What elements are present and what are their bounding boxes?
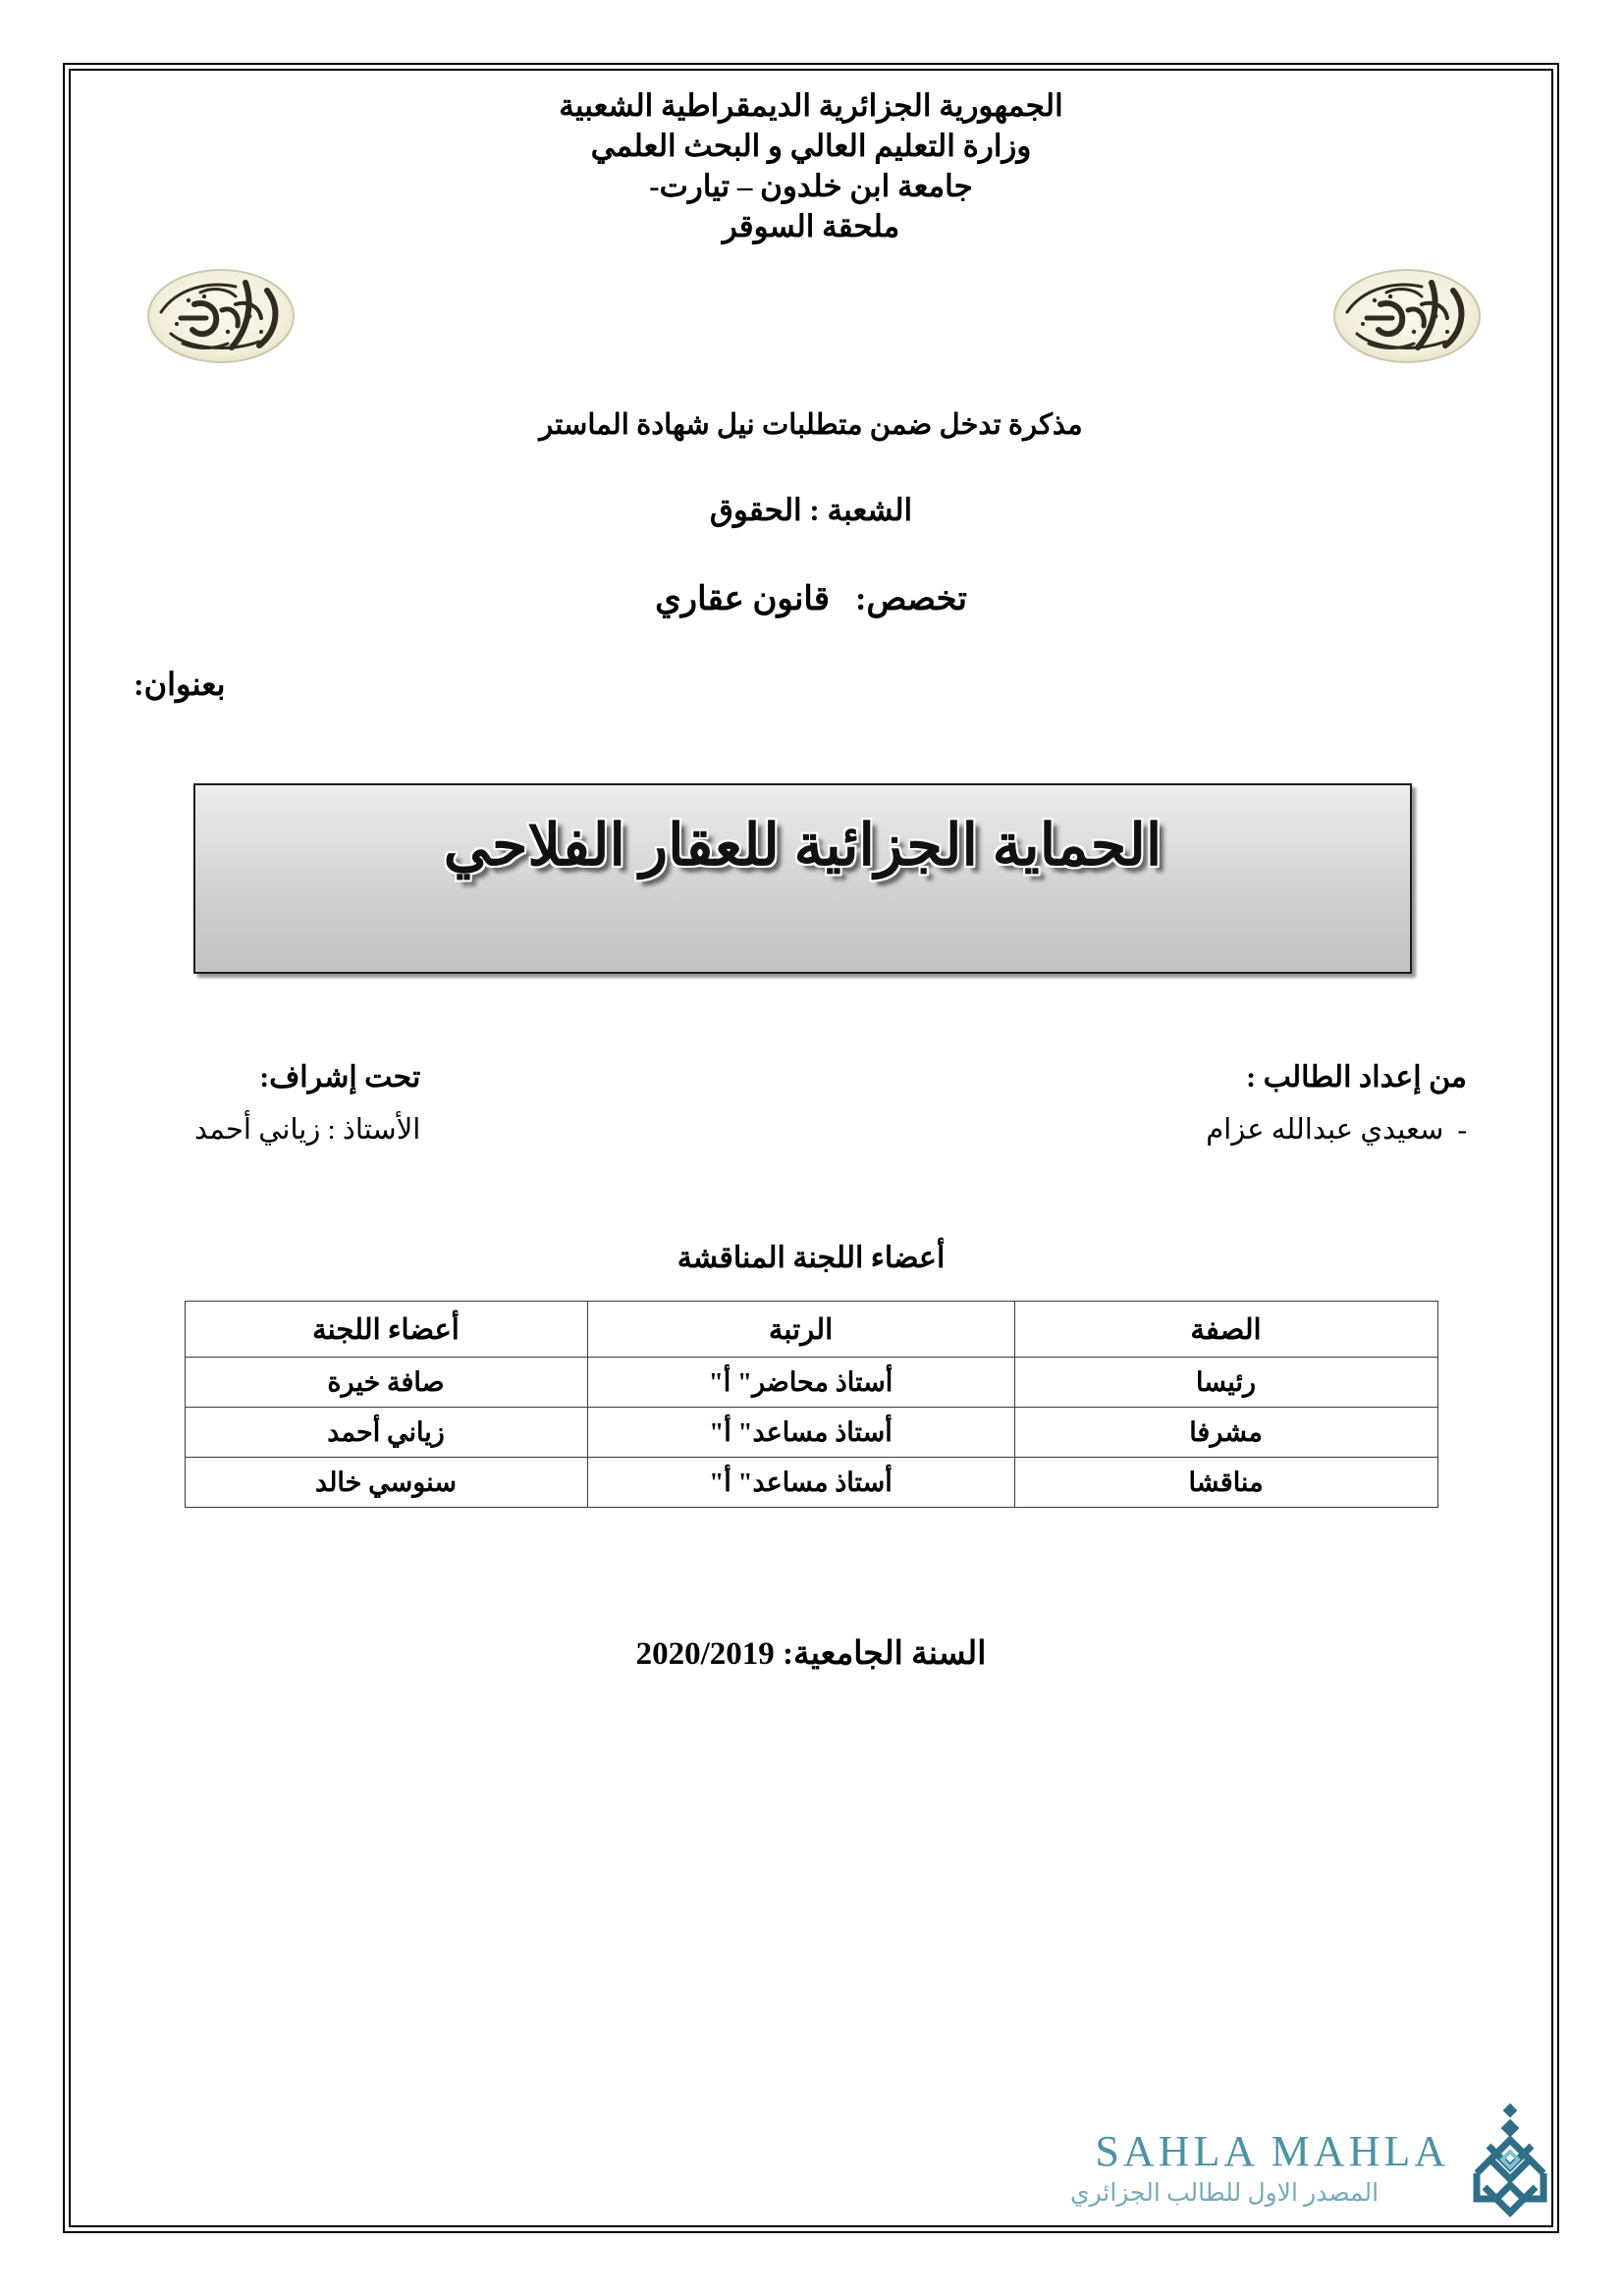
student-name: سعيدي عبدالله عزام bbox=[1206, 1114, 1444, 1147]
jury-col-header-member: أعضاء اللجنة bbox=[185, 1302, 587, 1358]
supervisor-heading: تحت إشراف: bbox=[259, 1061, 421, 1095]
institution-header bbox=[77, 77, 1545, 247]
page-content bbox=[77, 77, 1545, 2219]
jury-cell-role: رئيسا bbox=[1014, 1358, 1437, 1408]
header-line-annex: ملحقة السوقر bbox=[722, 208, 900, 243]
thesis-title-panel bbox=[193, 783, 1412, 974]
table-row bbox=[185, 1408, 1437, 1458]
jury-cell-rank: أستاذ مساعد" أ" bbox=[587, 1408, 1014, 1458]
jury-cell-rank: أستاذ مساعد" أ" bbox=[587, 1458, 1014, 1508]
header-line-ministry: وزارة التعليم العالي و البحث العلمي bbox=[590, 128, 1032, 163]
jury-cell-rank: أستاذ محاضر" أ" bbox=[587, 1358, 1014, 1408]
watermark-brand: SAHLA MAHLA bbox=[1095, 2127, 1449, 2175]
student-name-line bbox=[1206, 1112, 1467, 1147]
authorship-row bbox=[77, 1060, 1545, 1178]
jury-cell-member: سنوسي خالد bbox=[185, 1458, 587, 1508]
watermark-tagline: المصدر الاول للطالب الجزائري bbox=[1070, 2180, 1380, 2207]
header-line-university: جامعة ابن خلدون – تيارت- bbox=[649, 168, 973, 203]
jury-table-header-row bbox=[185, 1302, 1437, 1358]
university-seal-icon-right bbox=[1324, 261, 1490, 371]
jury-cell-member: زياني أحمد bbox=[185, 1408, 587, 1458]
speciality-value: قانون عقاري bbox=[655, 580, 831, 617]
university-seal-icon-left bbox=[137, 261, 304, 371]
jury-table bbox=[185, 1301, 1438, 1508]
jury-cell-role: مشرفا bbox=[1014, 1408, 1437, 1458]
title-label: بعنوان: bbox=[134, 667, 226, 703]
logos-row bbox=[77, 261, 1545, 384]
table-row bbox=[185, 1458, 1437, 1508]
jury-col-header-rank: الرتبة bbox=[587, 1302, 1014, 1358]
table-row bbox=[185, 1358, 1437, 1408]
site-watermark bbox=[1070, 2097, 1581, 2244]
branch-line: الشعبة : الحقوق bbox=[709, 492, 913, 527]
student-heading: من إعداد الطالب : bbox=[1246, 1061, 1467, 1095]
academic-year: السنة الجامعية: 2020/2019 bbox=[635, 1636, 987, 1673]
watermark-text-block bbox=[1070, 2097, 1459, 2206]
jury-col-header-role: الصفة bbox=[1014, 1302, 1437, 1358]
header-line-republic: الجمهورية الجزائرية الديمقراطية الشعبية bbox=[559, 88, 1063, 123]
speciality-line bbox=[77, 579, 1545, 621]
supervisor-block bbox=[194, 1060, 420, 1147]
supervisor-name: الأستاذ : زياني أحمد bbox=[194, 1114, 421, 1147]
student-bullet: - bbox=[1457, 1114, 1467, 1147]
thesis-title-panel-wrap bbox=[77, 783, 1545, 976]
jury-cell-member: صافة خيرة bbox=[185, 1358, 587, 1408]
student-block bbox=[1206, 1060, 1467, 1147]
degree-info-block bbox=[77, 407, 1545, 621]
thesis-title: الحماية الجزائية للعقار الفلاحي bbox=[443, 813, 1163, 879]
jury-cell-role: مناقشا bbox=[1014, 1458, 1437, 1508]
jury-heading: أعضاء اللجنة المناقشة bbox=[677, 1242, 946, 1275]
speciality-label: تخصص: bbox=[855, 580, 967, 617]
degree-statement: مذكرة تدخل ضمن متطلبات نيل شهادة الماستر bbox=[539, 408, 1083, 441]
watermark-logo-icon bbox=[1459, 2097, 1561, 2224]
